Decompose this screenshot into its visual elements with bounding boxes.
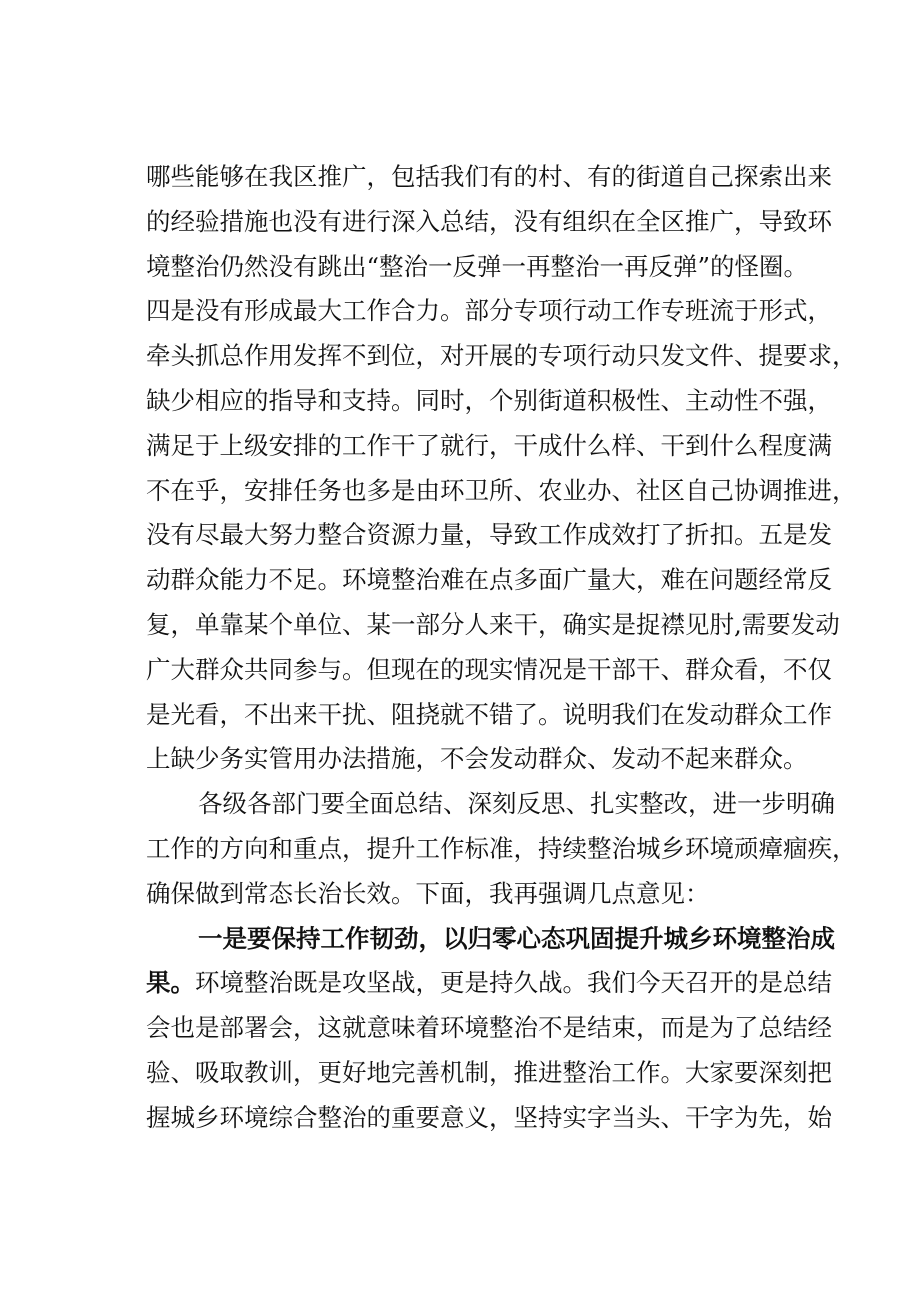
text-line: 广大群众共同参与。但现在的现实情况是干部干、群众看，不仅 [146,654,832,684]
mixed-line [146,961,832,1006]
text-line: 验、吸取教训，更好地完善机制，推进整治工作。大家要深刻把 [146,1057,832,1087]
text-line: 牵头抓总作用发挥不到位，对开展的专项行动只发文件、提要求， [146,341,857,371]
text-line: 动群众能力不足。环境整治难在点多面广量大，难在问题经常反 [146,565,832,595]
text-line: 四是没有形成最大工作合力。部分专项行动工作专班流于形式， [146,296,832,326]
text-line: 工作的方向和重点，提升工作标准，持续整治城乡环境顽瘴痼疾， [146,833,857,863]
text-line: 没有尽最大努力整合资源力量，导致工作成效打了折扣。五是发 [146,520,832,550]
text-line: 境整治仍然没有跳出“整治一反弹一再整治一再反弹”的怪圈。 [146,251,809,281]
text-line: 会也是部署会，这就意味着环境整治不是结束，而是为了总结经 [146,1013,832,1043]
text-line: 是光看，不出来干扰、阻挠就不错了。说明我们在发动群众工作 [146,699,832,729]
document-body [146,155,857,1141]
text-line: 缺少相应的指导和支持。同时，个别街道积极性、主动性不强， [146,385,832,415]
bold-heading-line: 一是要保持工作韧劲，以归零心态巩固提升城乡环境整治成 [198,923,835,953]
text-line: 握城乡环境综合整治的重要意义，坚持实字当头、干字为先，始 [146,1102,832,1132]
text-line-paragraph-end: 确保做到常态长治长效。下面，我再强调几点意见： [146,878,710,908]
text-line: 复，单靠某个单位、某一部分人来干，确实是捉襟见肘,需要发动 [146,609,840,639]
text-line: 满足于上级安排的工作干了就行，干成什么样、干到什么程度满 [146,430,832,460]
text-line-paragraph-end: 上缺少务实管用办法措施，不会发动群众、发动不起来群众。 [146,744,808,774]
text-line: 的经验措施也没有进行深入总结，没有组织在全区推广，导致环 [146,206,832,236]
text-line-paragraph-start: 各级各部门要全面总结、深刻反思、扎实整改，进一步明确 [198,789,835,819]
text-segment: 环境整治既是攻坚战，更是持久战。我们今天召开的是总结 [195,968,832,998]
text-line: 不在乎，安排任务也多是由环卫所、农业办、社区自己协调推进， [146,475,857,505]
bold-heading-end: 果。 [146,968,195,998]
text-line: 哪些能够在我区推广，包括我们有的村、有的街道自己探索出来 [146,162,832,191]
